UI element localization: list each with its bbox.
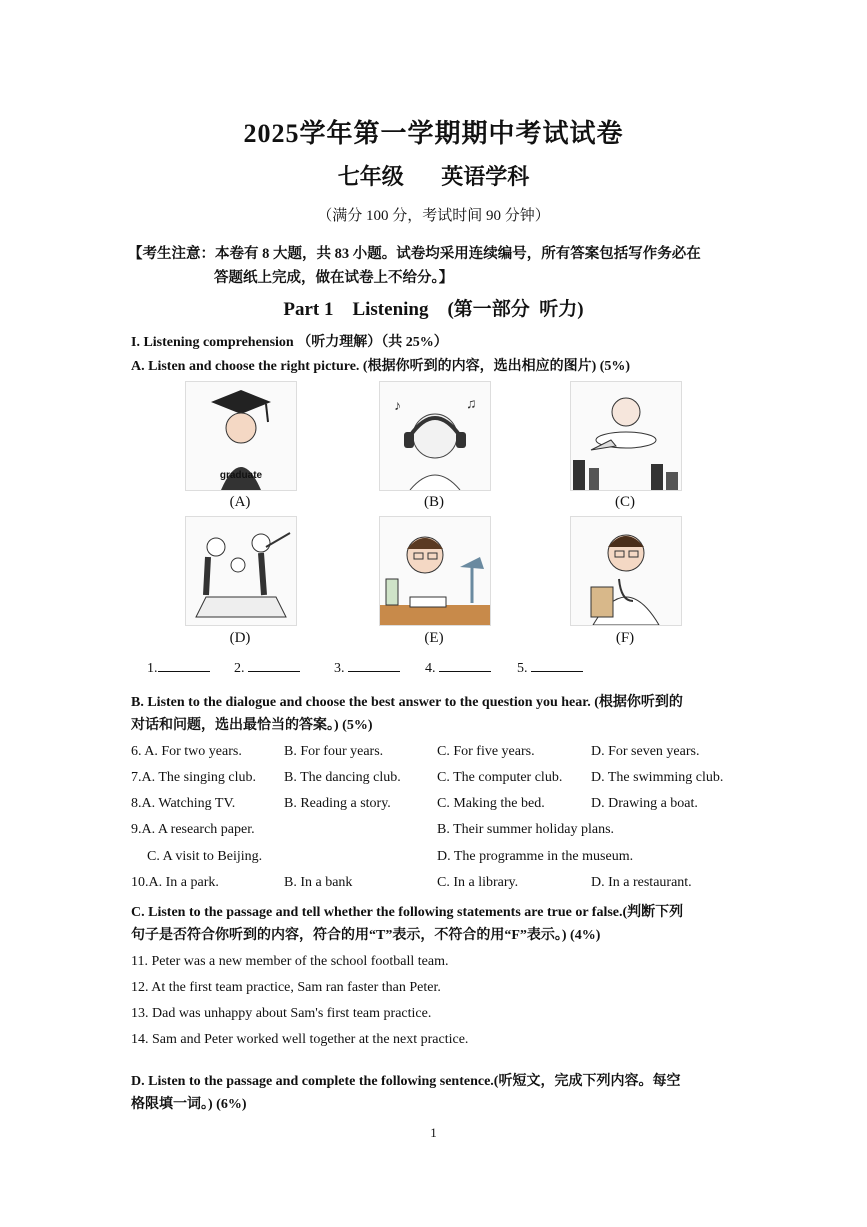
picture-graduate (185, 381, 297, 491)
picture-label-e: (E) (424, 630, 444, 646)
q7-option-b: B. The dancing club. (284, 770, 401, 785)
exam-subtitle (0, 160, 867, 191)
picture-label-b: (B) (424, 494, 444, 510)
page-number: 1 (430, 1125, 437, 1140)
picture-studying (379, 516, 491, 626)
q6-option-d: D. For seven years. (591, 744, 700, 759)
q8-option-b: B. Reading a story. (284, 796, 391, 811)
doctor-icon (571, 517, 681, 625)
statement-14: 14. Sam and Peter worked well together at the next practice. (131, 1032, 469, 1047)
statement-11: 11. Peter was a new member of the school football team. (131, 954, 449, 969)
part-title: Part 1 Listening (第一部分 听力) (283, 299, 584, 320)
statement-12: 12. At the first team practice, Sam ran faster than Peter. (131, 980, 441, 995)
q8-option-d: D. Drawing a boat. (591, 796, 698, 811)
q7-option-a: 7.A. The singing club. (131, 770, 256, 785)
q6-option-b: B. For four years. (284, 744, 384, 759)
section-a-title: A. Listen and choose the right picture. (根据你听到的内容，选出相应的图片) (5%) (131, 359, 631, 374)
svg-text:♫: ♫ (466, 397, 477, 412)
grade-label: 七年级 (337, 164, 404, 189)
notice-line-1: 【考生注意：本卷有 8 大题，共 83 小题。试卷均采用连续编号，所有答案包括写作务必在 (128, 246, 701, 262)
answer-blank-4[interactable]: 4. (425, 657, 491, 677)
plane-icon (571, 382, 681, 490)
subject-label: 英语学科 (441, 164, 530, 189)
section-c-title: C. Listen to the passage and tell whether the following statements are true or false.(判断下列 句子是否符合你听到的内容，符合的用“T”表示，不符合的用“F”表示。) (4%) (131, 905, 684, 943)
graduate-icon (186, 382, 296, 490)
statement-13: 13. Dad was unhappy about Sam's first team practice. (131, 1006, 432, 1021)
picture-label-a: (A) (229, 494, 251, 510)
picture-label-d: (D) (229, 630, 251, 646)
answer-blank-5[interactable]: 5. (517, 657, 583, 677)
q7-option-d: D. The swimming club. (591, 770, 724, 785)
headphones-icon (380, 382, 490, 490)
notice-line-2: 答题纸上完成，做在试卷上不给分。】 (214, 270, 454, 286)
answer-blank-1[interactable]: 1. (147, 657, 210, 677)
studying-icon (380, 517, 490, 625)
q9-option-d: D. The programme in the museum. (437, 849, 634, 864)
q6-option-a: 6. A. For two years. (131, 744, 242, 759)
section-b-title: B. Listen to the dialogue and choose the best answer to the question you hear. (根据你听到的 对话和问题，选出最恰当的答案。) (5%) (131, 695, 683, 733)
picture-headphones (379, 381, 491, 491)
q10-option-d: D. In a restaurant. (591, 875, 692, 890)
picture-doctor (570, 516, 682, 626)
graduate-caption: graduate (219, 470, 263, 481)
exam-title: 2025学年第一学期期中考试试卷 (243, 119, 624, 148)
picture-label-c: (C) (615, 494, 635, 510)
q10-option-a: 10.A. In a park. (131, 875, 219, 890)
q6-option-c: C. For five years. (437, 744, 535, 759)
q10-option-c: C. In a library. (437, 875, 519, 890)
picnic-icon (186, 517, 296, 625)
picture-label-f: (F) (615, 630, 635, 646)
svg-text:♪: ♪ (394, 399, 401, 414)
exam-notice (128, 242, 748, 290)
answer-blank-2[interactable]: 2. (234, 657, 300, 677)
q10-option-b: B. In a bank (284, 875, 353, 890)
section-i-title: I. Listening comprehension （听力理解）（共 25%） (131, 335, 448, 350)
picture-picnic (185, 516, 297, 626)
q9-option-a: 9.A. A research paper. (131, 822, 255, 837)
q8-option-c: C. Making the bed. (437, 796, 545, 811)
answer-blank-3[interactable]: 3. (334, 657, 400, 677)
score-info: （满分 100 分，考试时间 90 分钟） (317, 208, 550, 224)
section-d-title: D. Listen to the passage and complete the following sentence.(听短文，完成下列内容。每空 格限填一词。) (6%) (131, 1074, 681, 1112)
q9-option-c: C. A visit to Beijing. (147, 849, 263, 864)
q8-option-a: 8.A. Watching TV. (131, 796, 236, 811)
q7-option-c: C. The computer club. (437, 770, 563, 785)
picture-plane (570, 381, 682, 491)
q9-option-b: B. Their summer holiday plans. (437, 822, 615, 837)
